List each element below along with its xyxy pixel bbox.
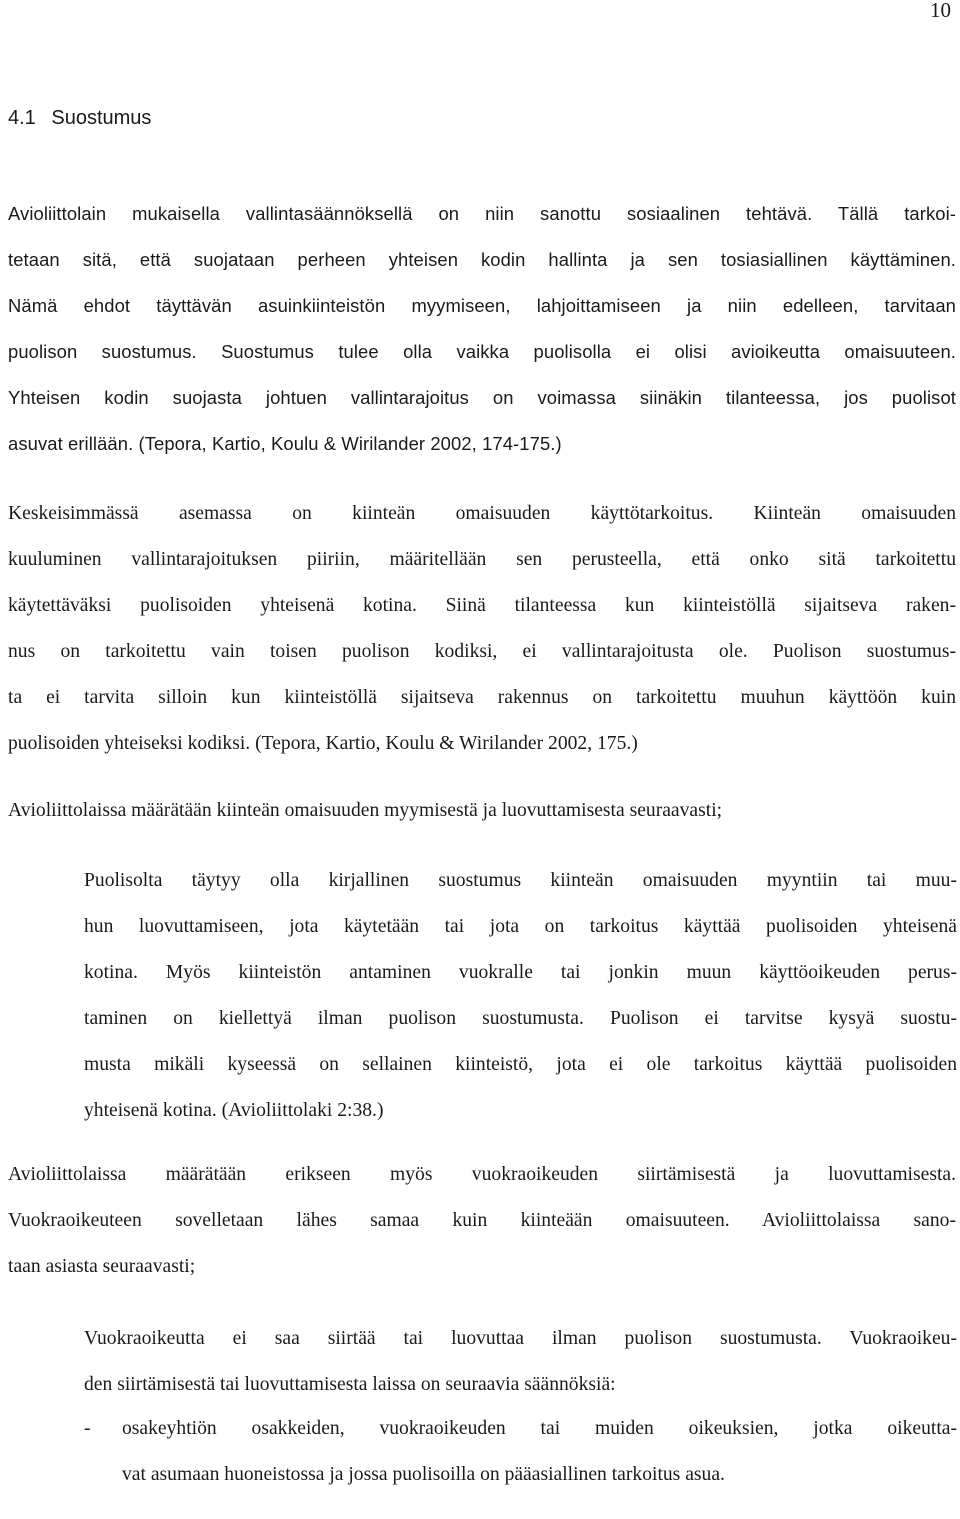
text-line: Vuokraoikeuteen sovelletaan lähes samaa kuin kiinteään omaisuuteen. Avioliittolaissa sano-	[8, 1210, 956, 1231]
block-quote-property	[84, 858, 957, 1134]
list-marker: -	[84, 1418, 91, 1439]
text-line: puolisoiden yhteiseksi kodiksi. (Tepora, Kartio, Koulu & Wirilander 2002, 175.)	[8, 733, 638, 754]
text-line: Vuokraoikeutta ei saa siirtää tai luovuttaa ilman puolison suostumusta. Vuokraoikeu-	[84, 1328, 957, 1349]
block-quote-lease	[84, 1316, 957, 1408]
text-line: Avioliittolaissa määrätään erikseen myös vuokraoikeuden siirtämisestä ja luovuttamisesta.	[8, 1164, 956, 1185]
text-line: musta mikäli kyseessä on sellainen kiinteistö, jota ei ole tarkoitus käyttää puolisoiden	[84, 1054, 957, 1075]
text-line: käytettäväksi puolisoiden yhteisenä kotina. Siinä tilanteessa kun kiinteistöllä sijaitseva raken-	[8, 595, 956, 616]
text-line: yhteisenä kotina. (Avioliittolaki 2:38.)	[84, 1100, 384, 1121]
paragraph-lease-rights	[8, 1152, 956, 1290]
text-line: den siirtämisestä tai luovuttamisesta laissa on seuraavia säännöksiä:	[84, 1374, 616, 1395]
text-line: asuvat erillään. (Tepora, Kartio, Koulu & Wirilander 2002, 174-175.)	[8, 433, 562, 454]
text-line: nus on tarkoitettu vain toisen puolison kodiksi, ei vallintarajoitusta ole. Puolison suostumus-	[8, 641, 956, 662]
text-line: puolison suostumus. Suostumus tulee olla vaikka puolisolla ei olisi avioikeutta omaisuuteen.	[8, 341, 956, 362]
text-line: kuuluminen vallintarajoituksen piiriin, määritellään sen perusteella, että onko sitä tarkoitettu	[8, 549, 956, 570]
text-line: vat asumaan huoneistossa ja jossa puolisoilla on pääasiallinen tarkoitus asua.	[122, 1464, 725, 1485]
text-line: Avioliittolaissa määrätään kiinteän omaisuuden myymisestä ja luovuttamisesta seuraavasti;	[8, 800, 723, 821]
paragraph-law-intro	[8, 788, 956, 834]
text-line: kotina. Myös kiinteistön antaminen vuokralle tai jonkin muun käyttöoikeuden perus-	[84, 962, 957, 983]
text-line: Puolisolta täytyy olla kirjallinen suostumus kiinteän omaisuuden myyntiin tai muu-	[84, 870, 957, 891]
text-line: osakeyhtiön osakkeiden, vuokraoikeuden tai muiden oikeuksien, jotka oikeutta-	[122, 1418, 957, 1439]
paragraph-consent-purpose	[8, 191, 956, 467]
list-item-text	[122, 1406, 957, 1498]
text-line: hun luovuttamiseen, jota käytetään tai jota on tarkoitus käyttää puolisoiden yhteisenä	[84, 916, 957, 937]
text-line: Yhteisen kodin suojasta johtuen vallintarajoitus on voimassa siinäkin tilanteessa, jos puolisot	[8, 387, 956, 408]
paragraph-property-use	[8, 491, 956, 767]
page-number: 10	[930, 0, 951, 22]
text-line: taminen on kiellettyä ilman puolison suostumusta. Puolison ei tarvitse kysyä suostu-	[84, 1008, 957, 1029]
section-number: 4.1	[8, 107, 36, 129]
text-line: tetaan sitä, että suojataan perheen yhteisen kodin hallinta ja sen tosiasiallinen käyttäminen.	[8, 249, 956, 270]
section-title: Suostumus	[51, 107, 152, 129]
text-line: ta ei tarvita silloin kun kiinteistöllä sijaitseva rakennus on tarkoitettu muuhun käyttöön kuin	[8, 687, 956, 708]
text-line: Keskeisimmässä asemassa on kiinteän omaisuuden käyttötarkoitus. Kiinteän omaisuuden	[8, 503, 956, 524]
text-line: Nämä ehdot täyttävän asuinkiinteistön myymiseen, lahjoittamiseen ja niin edelleen, tarvitaan	[8, 295, 956, 316]
text-line: Avioliittolain mukaisella vallintasäännöksellä on niin sanottu sosiaalinen tehtävä. Tällä tarkoi-	[8, 203, 956, 224]
section-heading	[8, 104, 151, 132]
text-line: taan asiasta seuraavasti;	[8, 1256, 196, 1277]
